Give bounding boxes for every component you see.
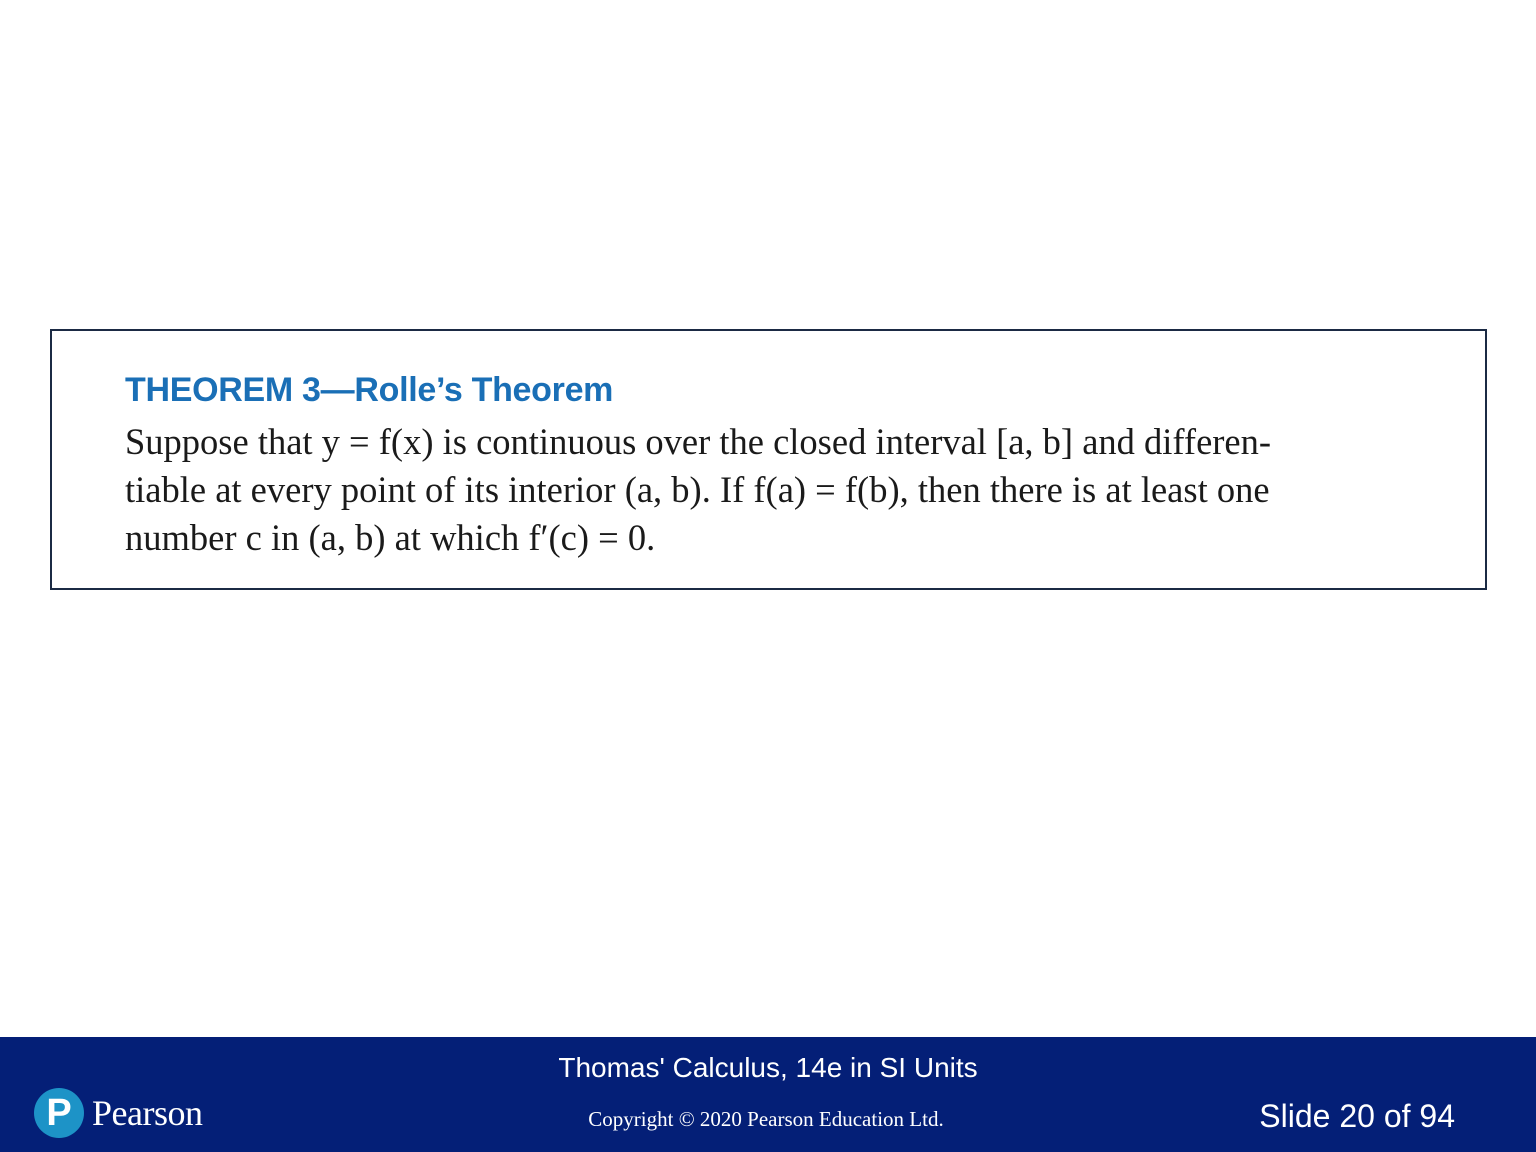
book-title: Thomas' Calculus, 14e in SI Units [558,1052,978,1083]
theorem-box [50,329,1487,590]
slide-counter: Slide 20 of 94 [1259,1098,1455,1134]
copyright: Copyright © 2020 Pearson Education Ltd. [588,1107,944,1131]
theorem-line-3: number c in (a, b) at which f′(c) = 0. [125,517,656,558]
pearson-wordmark: Pearson [92,1093,203,1133]
footer-bar [0,1037,1536,1152]
theorem-line-1: Suppose that y = f(x) is continuous over the closed interval [a, b] and differen- [125,421,1272,462]
theorem-body [125,418,1425,562]
pearson-p-icon: P [34,1088,84,1138]
theorem-line-2: tiable at every point of its interior (a, b). If f(a) = f(b), then there is at least one [125,469,1270,510]
theorem-title: THEOREM 3—Rolle’s Theorem [125,371,614,409]
